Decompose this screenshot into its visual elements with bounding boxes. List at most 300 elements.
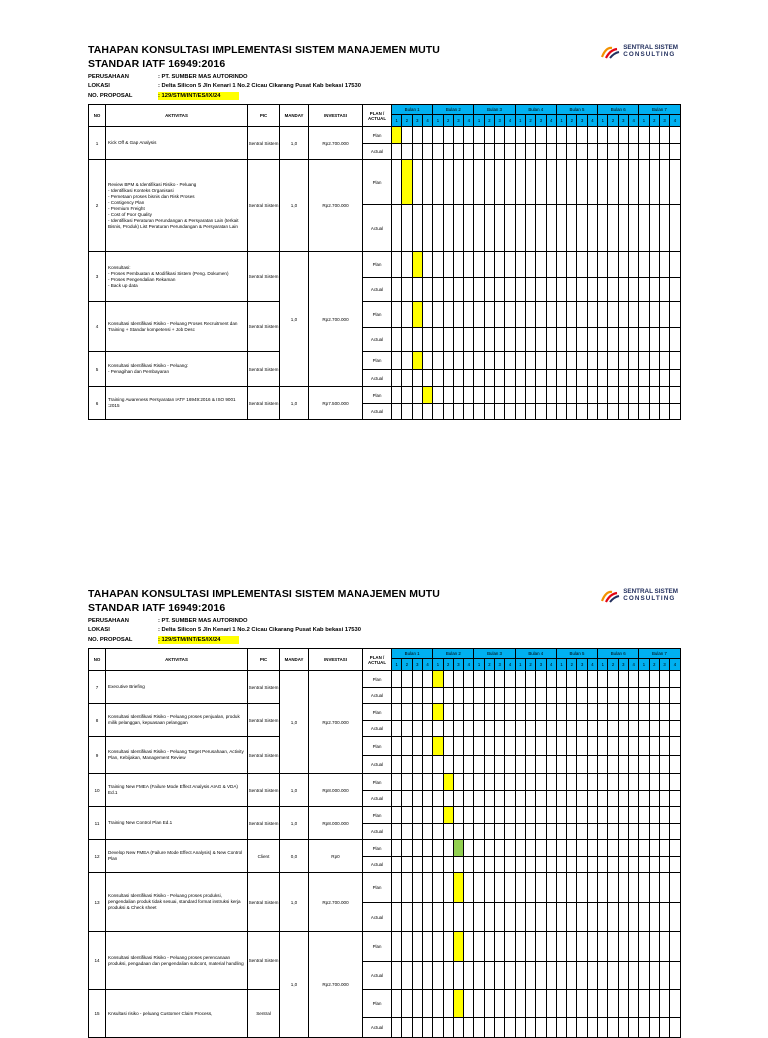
timeline-cell: [443, 737, 453, 756]
timeline-cell: [402, 278, 412, 302]
timeline-cell: [659, 302, 669, 328]
timeline-cell: [556, 205, 566, 252]
timeline-cell: [443, 932, 453, 962]
timeline-cell: [402, 160, 412, 205]
month-header: Bulan 1: [392, 105, 433, 115]
investasi-cell: Rp8.000.000: [309, 807, 363, 840]
row-number: 1: [89, 127, 106, 160]
timeline-cell: [443, 791, 453, 807]
timeline-cell: [474, 278, 484, 302]
timeline-cell: [577, 774, 587, 791]
week-header: 1: [639, 115, 649, 127]
timeline-cell: [453, 756, 463, 774]
timeline-cell: [515, 205, 525, 252]
timeline-cell: [392, 873, 402, 903]
timeline-cell: [505, 127, 515, 144]
timeline-cell: [464, 737, 474, 756]
timeline-cell: [649, 737, 659, 756]
plan-label: Plan: [363, 737, 392, 756]
timeline-cell: [608, 857, 618, 873]
timeline-cell: [474, 688, 484, 704]
timeline-cell: [484, 1018, 494, 1038]
timeline-cell: [422, 873, 432, 903]
timeline-cell: [649, 791, 659, 807]
timeline-cell: [649, 807, 659, 824]
timeline-cell: [536, 791, 546, 807]
timeline-cell: [577, 990, 587, 1018]
timeline-cell: [495, 302, 505, 328]
timeline-cell: [422, 807, 432, 824]
timeline-cell: [412, 144, 422, 160]
timeline-cell: [515, 824, 525, 840]
timeline-cell: [608, 370, 618, 387]
pic-header: PIC: [248, 649, 280, 671]
timeline-cell: [453, 370, 463, 387]
timeline-cell: [546, 205, 556, 252]
timeline-cell: [670, 704, 680, 721]
timeline-cell: [402, 737, 412, 756]
timeline-cell: [464, 127, 474, 144]
timeline-cell: [433, 873, 443, 903]
week-header: 2: [525, 659, 535, 671]
timeline-cell: [392, 721, 402, 737]
timeline-cell: [392, 704, 402, 721]
timeline-cell: [649, 370, 659, 387]
investasi-cell: Rp2.700.000: [309, 127, 363, 160]
timeline-cell: [515, 302, 525, 328]
timeline-cell: [670, 857, 680, 873]
timeline-cell: [639, 160, 649, 205]
timeline-cell: [628, 144, 638, 160]
timeline-cell: [515, 737, 525, 756]
timeline-cell: [402, 404, 412, 420]
schedule-table-1: [88, 104, 681, 420]
timeline-cell: [515, 840, 525, 857]
timeline-cell: [525, 756, 535, 774]
investasi-cell: Rp2.700.000: [309, 932, 363, 1038]
timeline-cell: [392, 962, 402, 990]
manday-cell: 1,0: [280, 671, 309, 774]
timeline-cell: [474, 387, 484, 404]
timeline-cell: [443, 205, 453, 252]
schedule-page-2: [88, 586, 680, 1030]
timeline-cell: [433, 328, 443, 352]
timeline-cell: [453, 328, 463, 352]
timeline-cell: [495, 807, 505, 824]
timeline-cell: [474, 302, 484, 328]
timeline-cell: [670, 807, 680, 824]
timeline-cell: [649, 756, 659, 774]
week-header: 1: [556, 115, 566, 127]
actual-label: Actual: [363, 688, 392, 704]
timeline-cell: [556, 302, 566, 328]
timeline-cell: [422, 840, 432, 857]
timeline-cell: [577, 160, 587, 205]
timeline-cell: [412, 404, 422, 420]
timeline-cell: [659, 205, 669, 252]
timeline-cell: [577, 144, 587, 160]
timeline-cell: [412, 774, 422, 791]
plan-actual-header: PLAN / ACTUAL: [363, 105, 392, 127]
timeline-cell: [402, 252, 412, 278]
timeline-cell: [464, 807, 474, 824]
timeline-cell: [659, 774, 669, 791]
week-header: 3: [453, 659, 463, 671]
timeline-cell: [505, 840, 515, 857]
timeline-cell: [433, 252, 443, 278]
timeline-cell: [515, 903, 525, 932]
table-row: [89, 932, 681, 962]
timeline-cell: [536, 903, 546, 932]
no-header: NO: [89, 649, 106, 671]
timeline-cell: [587, 252, 597, 278]
timeline-cell: [577, 352, 587, 370]
timeline-cell: [618, 756, 628, 774]
timeline-cell: [628, 205, 638, 252]
timeline-cell: [556, 840, 566, 857]
week-header: 3: [659, 659, 669, 671]
timeline-cell: [464, 688, 474, 704]
investasi-header: INVESTASI: [309, 649, 363, 671]
timeline-cell: [598, 756, 608, 774]
pic-cell: Sentral Sistem: [248, 671, 280, 704]
timeline-cell: [412, 278, 422, 302]
timeline-cell: [495, 328, 505, 352]
timeline-cell: [474, 671, 484, 688]
timeline-cell: [453, 1018, 463, 1038]
timeline-cell: [474, 127, 484, 144]
timeline-cell: [505, 857, 515, 873]
week-header: 2: [608, 659, 618, 671]
timeline-cell: [505, 704, 515, 721]
timeline-cell: [536, 127, 546, 144]
timeline-cell: [556, 328, 566, 352]
timeline-cell: [392, 1018, 402, 1038]
timeline-cell: [628, 160, 638, 205]
timeline-cell: [536, 688, 546, 704]
timeline-cell: [577, 903, 587, 932]
timeline-cell: [412, 756, 422, 774]
timeline-cell: [443, 688, 453, 704]
timeline-cell: [453, 252, 463, 278]
timeline-cell: [628, 387, 638, 404]
timeline-cell: [495, 791, 505, 807]
timeline-cell: [659, 721, 669, 737]
timeline-cell: [598, 824, 608, 840]
plan-label: Plan: [363, 774, 392, 791]
timeline-cell: [628, 688, 638, 704]
timeline-cell: [556, 387, 566, 404]
timeline-cell: [484, 873, 494, 903]
timeline-cell: [659, 840, 669, 857]
timeline-cell: [453, 903, 463, 932]
table-row: [89, 807, 681, 824]
timeline-cell: [659, 962, 669, 990]
timeline-cell: [392, 328, 402, 352]
pic-cell: Sentral Sistem: [248, 127, 280, 160]
week-header: 1: [392, 659, 402, 671]
timeline-cell: [567, 144, 577, 160]
timeline-cell: [536, 857, 546, 873]
timeline-cell: [412, 352, 422, 370]
timeline-cell: [536, 962, 546, 990]
timeline-cell: [577, 840, 587, 857]
actual-label: Actual: [363, 962, 392, 990]
timeline-cell: [598, 840, 608, 857]
timeline-cell: [484, 807, 494, 824]
timeline-cell: [649, 328, 659, 352]
timeline-cell: [515, 387, 525, 404]
timeline-cell: [453, 990, 463, 1018]
timeline-cell: [556, 127, 566, 144]
row-number: 3: [89, 252, 106, 302]
timeline-cell: [464, 252, 474, 278]
timeline-cell: [618, 704, 628, 721]
timeline-cell: [402, 144, 412, 160]
timeline-cell: [412, 387, 422, 404]
timeline-cell: [670, 756, 680, 774]
timeline-cell: [474, 873, 484, 903]
timeline-cell: [628, 278, 638, 302]
investasi-cell: Rp2.700.000: [309, 252, 363, 387]
timeline-cell: [505, 824, 515, 840]
timeline-cell: [567, 737, 577, 756]
timeline-cell: [453, 824, 463, 840]
timeline-cell: [412, 807, 422, 824]
actual-label: Actual: [363, 721, 392, 737]
timeline-cell: [587, 328, 597, 352]
activity-cell: Konsultasi Identifikasi Risiko - Peluang proses penjualan, produk milik pelanggan, kepuasaan pelanggan: [106, 704, 248, 737]
activity-cell: Konsultasi: - Proses Pembuatan & Modifikasi Sistem (Peng. Dokumen) - Proses Pengendalian Rekaman - Back up data: [106, 252, 248, 302]
timeline-cell: [536, 824, 546, 840]
timeline-cell: [433, 160, 443, 205]
timeline-cell: [525, 404, 535, 420]
pic-cell: Sentral: [248, 990, 280, 1038]
week-header: 4: [587, 115, 597, 127]
timeline-cell: [536, 278, 546, 302]
plan-label: Plan: [363, 990, 392, 1018]
timeline-cell: [587, 704, 597, 721]
timeline-cell: [536, 840, 546, 857]
timeline-cell: [515, 990, 525, 1018]
timeline-cell: [525, 990, 535, 1018]
timeline-cell: [433, 370, 443, 387]
timeline-cell: [577, 1018, 587, 1038]
timeline-cell: [433, 791, 443, 807]
timeline-cell: [608, 824, 618, 840]
plan-label: Plan: [363, 302, 392, 328]
schedule-table-2: [88, 648, 681, 1038]
timeline-cell: [618, 160, 628, 205]
timeline-cell: [608, 873, 618, 903]
timeline-cell: [505, 962, 515, 990]
timeline-cell: [433, 404, 443, 420]
timeline-cell: [567, 824, 577, 840]
timeline-cell: [392, 857, 402, 873]
timeline-cell: [495, 688, 505, 704]
timeline-cell: [474, 704, 484, 721]
lokasi-value: : Delta Silicon 5 Jln Kenari 1 No.2 Cicau Cikarang Pusat Kab bekasi 17530: [158, 83, 361, 89]
timeline-cell: [392, 352, 402, 370]
timeline-cell: [402, 903, 412, 932]
timeline-cell: [670, 688, 680, 704]
week-header: 1: [556, 659, 566, 671]
table-row: [89, 990, 681, 1018]
row-number: 8: [89, 704, 106, 737]
timeline-cell: [422, 352, 432, 370]
pic-cell: Sentral Sistem: [248, 774, 280, 807]
timeline-cell: [608, 721, 618, 737]
timeline-cell: [618, 791, 628, 807]
timeline-cell: [556, 791, 566, 807]
timeline-cell: [659, 903, 669, 932]
timeline-cell: [474, 1018, 484, 1038]
timeline-cell: [495, 840, 505, 857]
timeline-cell: [443, 278, 453, 302]
activity-cell: Kick Off & Gap Analysis: [106, 127, 248, 160]
aktivitas-header: AKTIVITAS: [106, 649, 248, 671]
timeline-cell: [628, 840, 638, 857]
row-number: 5: [89, 352, 106, 387]
timeline-cell: [577, 671, 587, 688]
timeline-cell: [556, 370, 566, 387]
timeline-cell: [608, 1018, 618, 1038]
week-header: 4: [670, 659, 680, 671]
timeline-cell: [587, 1018, 597, 1038]
timeline-cell: [495, 1018, 505, 1038]
timeline-cell: [587, 370, 597, 387]
proposal-meta: [88, 618, 488, 648]
timeline-cell: [587, 857, 597, 873]
pic-cell: Sentral Sistem: [248, 932, 280, 990]
timeline-cell: [402, 1018, 412, 1038]
timeline-cell: [505, 990, 515, 1018]
timeline-cell: [670, 205, 680, 252]
header-row: [89, 105, 681, 115]
timeline-cell: [546, 404, 556, 420]
timeline-cell: [598, 671, 608, 688]
timeline-cell: [598, 387, 608, 404]
month-header: Bulan 6: [598, 649, 639, 659]
week-header: 3: [412, 115, 422, 127]
timeline-cell: [639, 840, 649, 857]
timeline-cell: [546, 932, 556, 962]
timeline-cell: [628, 737, 638, 756]
activity-cell: Review BPM & Identifikasi Risiko - Peluang - Identifikasi Konteks Organisasi - Pemetaan proses bisnis dan Risk Proses - Contigency Plan - Premium Freight - Cost of Poor Quality - Identifikasi Peraturan Perundangan & Persyaratan Lain (terkait Bisnis, Produk) List Peraturan Perundangan & Persyaratan Lain: [106, 160, 248, 252]
timeline-cell: [402, 873, 412, 903]
timeline-cell: [495, 278, 505, 302]
timeline-cell: [649, 721, 659, 737]
pic-header: PIC: [248, 105, 280, 127]
timeline-cell: [484, 278, 494, 302]
timeline-cell: [464, 774, 474, 791]
timeline-cell: [474, 824, 484, 840]
timeline-cell: [608, 688, 618, 704]
week-header: 4: [546, 659, 556, 671]
timeline-cell: [546, 791, 556, 807]
timeline-cell: [464, 704, 474, 721]
timeline-cell: [546, 774, 556, 791]
timeline-cell: [464, 721, 474, 737]
week-header: 2: [402, 659, 412, 671]
timeline-cell: [433, 824, 443, 840]
timeline-cell: [474, 737, 484, 756]
timeline-cell: [546, 962, 556, 990]
manday-header: MANDAY: [280, 649, 309, 671]
timeline-cell: [392, 774, 402, 791]
week-header: 2: [525, 115, 535, 127]
timeline-cell: [422, 791, 432, 807]
row-number: 7: [89, 671, 106, 704]
table-row: [89, 352, 681, 370]
timeline-cell: [577, 404, 587, 420]
timeline-cell: [587, 873, 597, 903]
timeline-cell: [402, 932, 412, 962]
timeline-cell: [659, 824, 669, 840]
timeline-cell: [577, 756, 587, 774]
timeline-cell: [453, 873, 463, 903]
timeline-cell: [567, 387, 577, 404]
timeline-cell: [433, 278, 443, 302]
aktivitas-header: AKTIVITAS: [106, 105, 248, 127]
plan-label: Plan: [363, 807, 392, 824]
timeline-cell: [649, 352, 659, 370]
timeline-cell: [443, 704, 453, 721]
timeline-cell: [639, 756, 649, 774]
row-number: 9: [89, 737, 106, 774]
timeline-cell: [546, 328, 556, 352]
timeline-cell: [453, 932, 463, 962]
timeline-cell: [598, 370, 608, 387]
plan-label: Plan: [363, 873, 392, 903]
timeline-cell: [618, 387, 628, 404]
timeline-cell: [598, 160, 608, 205]
timeline-cell: [484, 144, 494, 160]
manday-cell: 1,0: [280, 252, 309, 387]
timeline-cell: [659, 688, 669, 704]
timeline-cell: [525, 807, 535, 824]
table-row: [89, 704, 681, 721]
timeline-cell: [484, 328, 494, 352]
timeline-cell: [464, 302, 474, 328]
perusahaan-label: PERUSAHAAN: [88, 618, 129, 624]
timeline-cell: [443, 774, 453, 791]
timeline-cell: [639, 352, 649, 370]
month-header: Bulan 5: [556, 649, 597, 659]
timeline-cell: [556, 704, 566, 721]
timeline-cell: [474, 328, 484, 352]
timeline-cell: [608, 932, 618, 962]
timeline-cell: [659, 1018, 669, 1038]
timeline-cell: [659, 127, 669, 144]
timeline-cell: [525, 840, 535, 857]
timeline-cell: [598, 144, 608, 160]
activity-cell: Training Awareness Persyaratan IATF 16949:2016 & ISO 9001 :2015: [106, 387, 248, 420]
week-header: 4: [464, 115, 474, 127]
timeline-cell: [422, 278, 432, 302]
timeline-cell: [536, 873, 546, 903]
month-header: Bulan 1: [392, 649, 433, 659]
timeline-cell: [412, 857, 422, 873]
timeline-cell: [515, 127, 525, 144]
timeline-cell: [495, 144, 505, 160]
timeline-cell: [495, 127, 505, 144]
timeline-cell: [402, 352, 412, 370]
row-number: 10: [89, 774, 106, 807]
timeline-cell: [618, 302, 628, 328]
timeline-cell: [412, 1018, 422, 1038]
timeline-cell: [649, 160, 659, 205]
